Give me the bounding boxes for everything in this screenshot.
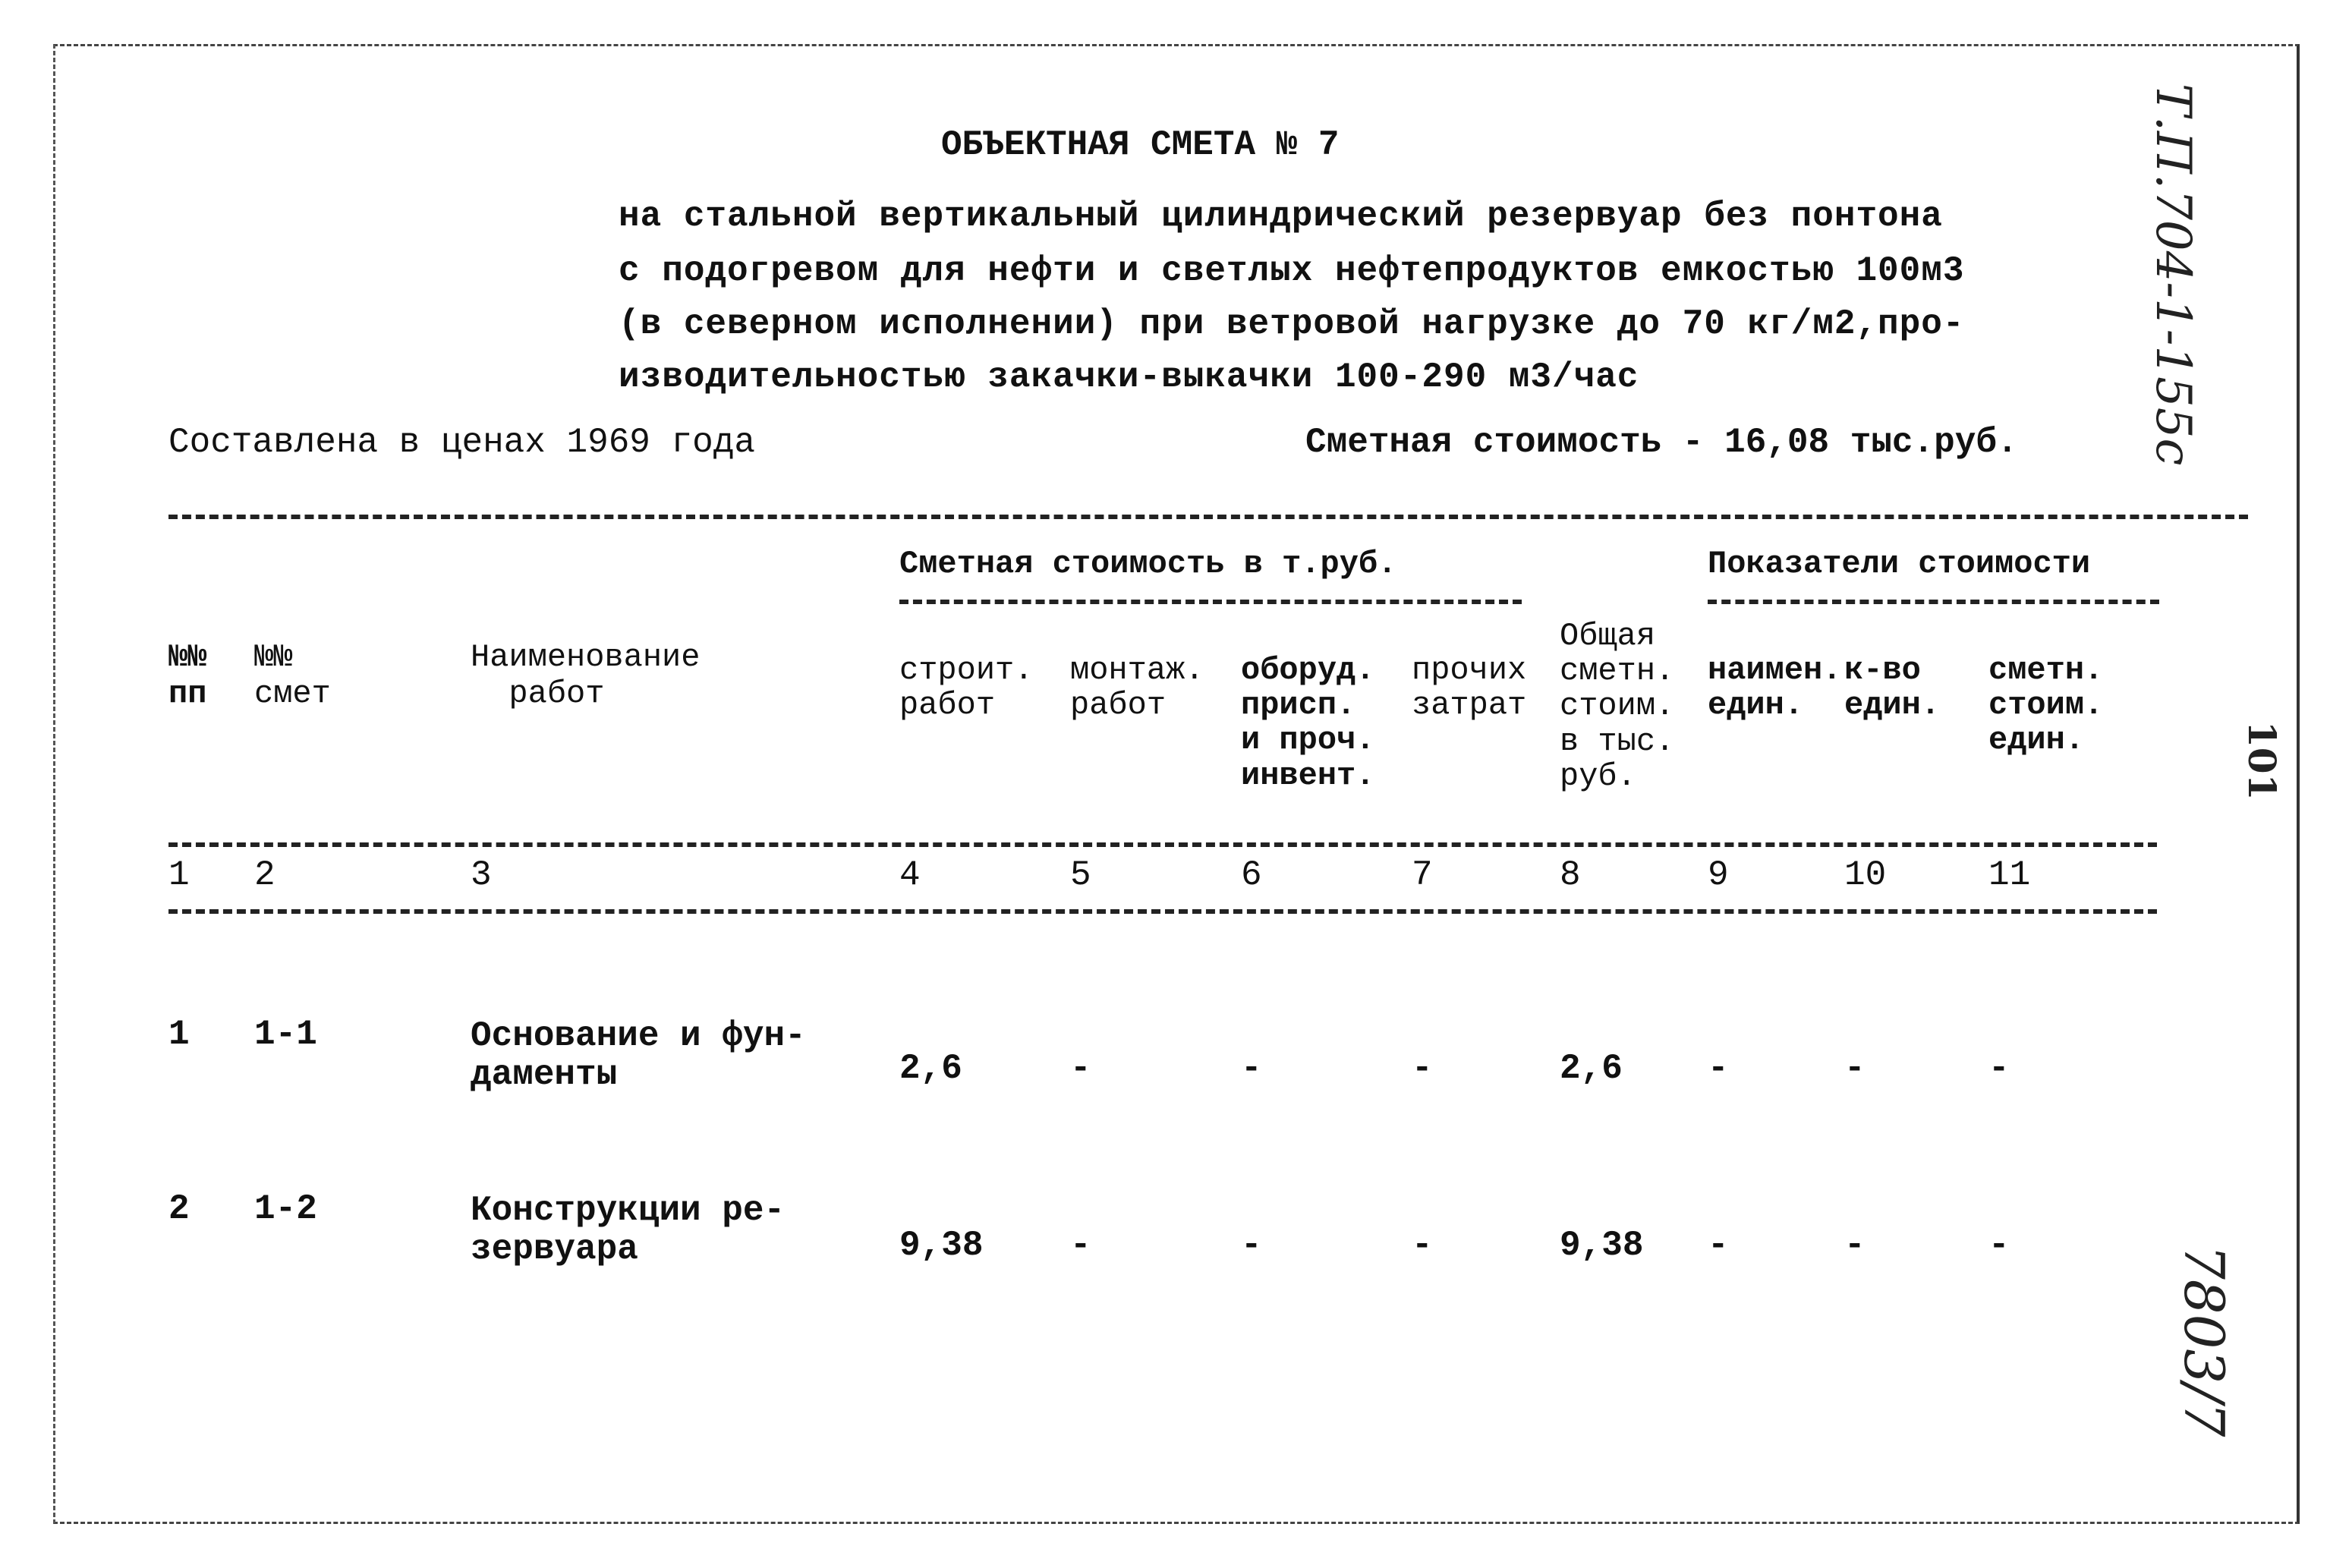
row2-other: - <box>1412 1226 1433 1265</box>
row1-qty: - <box>1844 1049 1866 1088</box>
group-header-indicators: Показатели стоимости <box>1708 546 2091 582</box>
col-number-4: 4 <box>899 855 921 895</box>
group-rule-estimate <box>899 600 1522 604</box>
subtitle-line-3: (в северном исполнении) при ветровой нагрузке до 70 кг/м2,про- <box>619 304 1965 344</box>
document-title: ОБЪЕКТНАЯ СМЕТА № 7 <box>941 125 1340 165</box>
row1-unit-cost: - <box>1988 1049 2010 1088</box>
row1-build: 2,6 <box>899 1049 962 1088</box>
col-header-8: Общая сметн. стоим. в тыс. руб. <box>1560 618 1675 795</box>
col-header-1: №№ пп <box>168 639 207 713</box>
row2-smeta: 1-2 <box>254 1189 317 1229</box>
row2-unit: - <box>1708 1226 1729 1265</box>
prices-year: Составлена в ценах 1969 года <box>168 423 755 462</box>
col-number-7: 7 <box>1412 855 1433 895</box>
col-number-1: 1 <box>168 855 190 895</box>
numbers-bottom-rule <box>168 909 2157 914</box>
row2-name: Конструкции ре- зервуара <box>471 1191 786 1269</box>
row1-total: 2,6 <box>1560 1049 1623 1088</box>
col-header-10: к-во един. <box>1844 652 1941 724</box>
col-header-2: №№ смет <box>254 639 331 713</box>
col-number-11: 11 <box>1988 855 2031 895</box>
total-cost: Сметная стоимость - 16,08 тыс.руб. <box>1305 423 2018 462</box>
row2-pp: 2 <box>168 1189 190 1229</box>
col-header-9: наимен. един. <box>1708 652 1842 724</box>
group-header-estimate: Сметная стоимость в т.руб. <box>899 546 1397 582</box>
col-header-5: монтаж. работ <box>1070 652 1204 724</box>
page-number: 101 <box>2240 721 2284 801</box>
col-header-7: прочих затрат <box>1412 652 1527 724</box>
col-number-2: 2 <box>254 855 276 895</box>
table-top-rule <box>168 515 2248 519</box>
row1-other: - <box>1412 1049 1433 1088</box>
archive-code: 7803/7 <box>2172 1245 2236 1437</box>
col-header-3: Наименование работ <box>471 639 701 713</box>
row1-name: Основание и фун- даменты <box>471 1016 806 1094</box>
group-rule-indicators <box>1708 600 2159 604</box>
row2-qty: - <box>1844 1226 1866 1265</box>
row1-unit: - <box>1708 1049 1729 1088</box>
row2-unit-cost: - <box>1988 1226 2010 1265</box>
row2-build: 9,38 <box>899 1226 984 1265</box>
subtitle-line-1: на стальной вертикальный цилиндрический резервуар без понтона <box>619 197 1943 236</box>
col-number-5: 5 <box>1070 855 1091 895</box>
col-number-3: 3 <box>471 855 492 895</box>
col-number-9: 9 <box>1708 855 1729 895</box>
row2-total: 9,38 <box>1560 1226 1644 1265</box>
row1-pp: 1 <box>168 1015 190 1054</box>
project-code: Т.П.704-1-155с <box>2145 83 2201 466</box>
row1-mount: - <box>1070 1049 1091 1088</box>
subtitle-line-2: с подогревом для нефти и светлых нефтепродуктов емкостью 100м3 <box>619 251 1965 291</box>
row1-equip: - <box>1241 1049 1262 1088</box>
col-header-6: оборуд. присп. и проч. инвент. <box>1241 652 1375 794</box>
col-header-11: сметн. стоим. един. <box>1988 652 2104 759</box>
numbers-top-rule <box>168 842 2157 847</box>
col-number-6: 6 <box>1241 855 1262 895</box>
col-number-10: 10 <box>1844 855 1887 895</box>
col-header-4: строит. работ <box>899 652 1034 724</box>
col-number-8: 8 <box>1560 855 1581 895</box>
row2-equip: - <box>1241 1226 1262 1265</box>
subtitle-line-4: изводительностью закачки-выкачки 100-290 м3/час <box>619 357 1639 397</box>
row1-smeta: 1-1 <box>254 1015 317 1054</box>
row2-mount: - <box>1070 1226 1091 1265</box>
